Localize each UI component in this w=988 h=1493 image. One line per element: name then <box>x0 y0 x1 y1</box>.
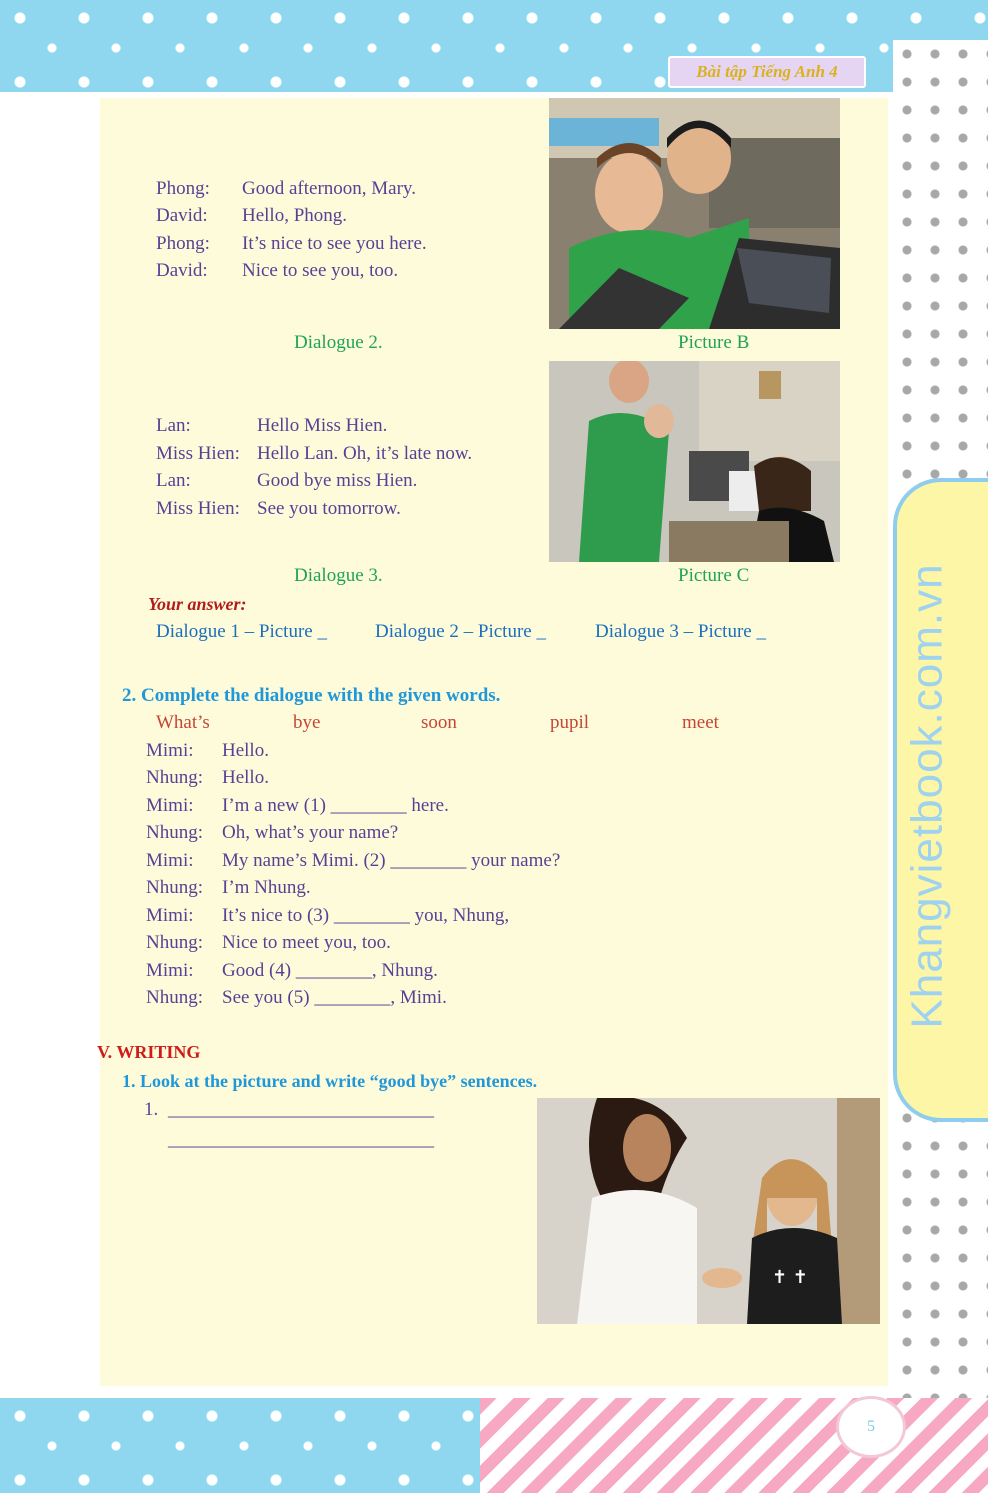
dialogue1-text: Good afternoon, Mary. <box>242 178 416 199</box>
exercise2-text: Oh, what’s your name? <box>222 822 399 843</box>
pink-stripes-decoration <box>480 1398 988 1493</box>
exercise2-speaker: Nhung: <box>146 822 203 843</box>
exercise2-speaker: Mimi: <box>146 960 194 981</box>
dialogue1-text: Nice to see you, too. <box>242 260 399 281</box>
dialogue3-title: Dialogue 3. <box>294 565 383 586</box>
writing-item-number: 1. <box>144 1099 159 1120</box>
dialogue1-speaker: Phong: <box>156 178 210 199</box>
writing-answer-line[interactable]: ____________________________ <box>168 1099 434 1120</box>
exercise2-text[interactable]: I’m a new (1) ________ here. <box>222 795 449 816</box>
answer-item[interactable]: Dialogue 3 – Picture _ <box>595 621 766 642</box>
dialogue1-speaker: Phong: <box>156 233 210 254</box>
exercise2-speaker: Mimi: <box>146 740 194 761</box>
exercise2-title: 2. Complete the dialogue with the given words. <box>122 685 501 706</box>
exercise2-text[interactable]: It’s nice to (3) ________ you, Nhung, <box>222 905 510 926</box>
exercise2-speaker: Nhung: <box>146 987 203 1008</box>
dialogue2-text: Good bye miss Hien. <box>257 470 418 491</box>
exercise2-text[interactable]: See you (5) ________, Mimi. <box>222 987 447 1008</box>
dialogue2-speaker: Miss Hien: <box>156 498 240 519</box>
given-word: What’s <box>156 712 210 733</box>
given-word: meet <box>682 712 719 733</box>
dialogue2-title: Dialogue 2. <box>294 332 383 353</box>
exercise2-text[interactable]: My name’s Mimi. (2) ________ your name? <box>222 850 561 871</box>
dialogue2-speaker: Lan: <box>156 470 191 491</box>
writing-section-title: V. WRITING <box>97 1042 201 1062</box>
picture-boys-laptops <box>549 98 840 329</box>
exercise2-text: Hello. <box>222 740 269 761</box>
given-word: soon <box>421 712 457 733</box>
dialogue2-speaker: Miss Hien: <box>156 443 240 464</box>
dialogue1-speaker: David: <box>156 205 208 226</box>
dialogue2-text: See you tomorrow. <box>257 498 401 519</box>
picture-b-caption: Picture B <box>678 332 750 353</box>
exercise2-speaker: Mimi: <box>146 795 194 816</box>
dialogue1-text: Hello, Phong. <box>242 205 348 226</box>
picture-two-girls <box>537 1098 880 1324</box>
exercise2-speaker: Mimi: <box>146 850 194 871</box>
page-number: 5 <box>836 1396 906 1458</box>
exercise2-speaker: Mimi: <box>146 905 194 926</box>
exercise2-text: Hello. <box>222 767 269 788</box>
book-title-tag: Bài tập Tiếng Anh 4 <box>668 56 866 88</box>
dialogue1-speaker: David: <box>156 260 208 281</box>
side-tab-text-wrap <box>888 478 968 1114</box>
exercise2-text[interactable]: Good (4) ________, Nhung. <box>222 960 438 981</box>
dialogue1-text: It’s nice to see you here. <box>242 233 427 254</box>
svg-text:✝ ✝: ✝ ✝ <box>772 1267 808 1288</box>
answer-item[interactable]: Dialogue 1 – Picture _ <box>156 621 327 642</box>
given-word: bye <box>293 712 321 733</box>
writing-exercise-title: 1. Look at the picture and write “good bye” sentences. <box>122 1071 538 1091</box>
dialogue2-text: Hello Miss Hien. <box>257 415 388 436</box>
picture-office-scene <box>549 361 840 562</box>
answer-item[interactable]: Dialogue 2 – Picture _ <box>375 621 546 642</box>
exercise2-text: Nice to meet you, too. <box>222 932 391 953</box>
exercise2-speaker: Nhung: <box>146 877 203 898</box>
exercise2-speaker: Nhung: <box>146 767 203 788</box>
exercise2-speaker: Nhung: <box>146 932 203 953</box>
dialogue2-speaker: Lan: <box>156 415 191 436</box>
given-word: pupil <box>550 712 590 733</box>
side-tab-text: Khangvietbook.com.vn <box>903 563 952 1029</box>
writing-answer-line[interactable]: ____________________________ <box>168 1129 434 1150</box>
dialogue2-text: Hello Lan. Oh, it’s late now. <box>257 443 473 464</box>
picture-c-caption: Picture C <box>678 565 750 586</box>
your-answer-label: Your answer: <box>148 594 247 614</box>
exercise2-text: I’m Nhung. <box>222 877 311 898</box>
